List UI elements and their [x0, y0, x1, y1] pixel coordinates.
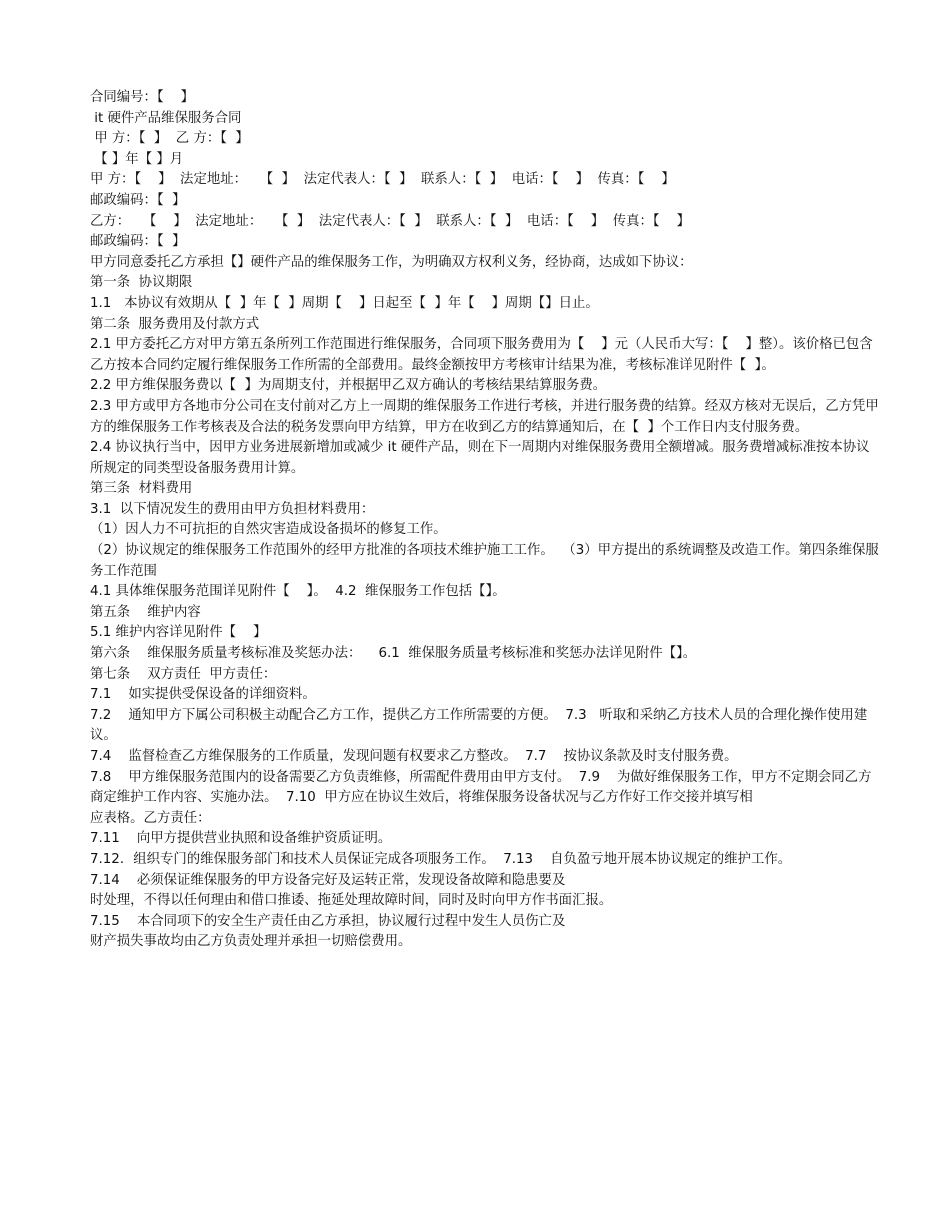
clauses-4-1-4-2: 4.1 具体维保服务范围详见附件【 】。 4.2 维保服务工作包括【】。 — [90, 584, 506, 600]
article-3-heading: 第三条 材料费用 — [90, 481, 193, 497]
clause-7-15-part-2: 财产损失事故均由乙方负责处理并承担一切赔偿费用。 — [90, 934, 412, 950]
clause-3-1: 3.1 以下情况发生的费用由甲方负担材料费用： — [90, 501, 375, 517]
article-1-heading: 第一条 协议期限 — [90, 275, 193, 291]
party-b-responsibilities-heading: 应表格。乙方责任： — [90, 810, 211, 826]
article-6: 第六条 维保服务质量考核标准及奖惩办法： 6.1 维保服务质量考核标准和奖惩办法详见附件【】。 — [90, 646, 697, 662]
clauses-7-12-7-13: 7.12．组织专门的维保服务部门和技术人员保证完成各项服务工作。 7.13 自负盈亏地开展本协议规定的维护工作。 — [90, 851, 792, 867]
party-b-postcode: 邮政编码：【 】 — [90, 234, 186, 250]
preamble: 甲方同意委托乙方承担【】硬件产品的维保服务工作，为明确双方权利义务，经协商，达成如下协议： — [90, 254, 693, 270]
party-a-details: 甲 方：【 】 法定地址： 【 】 法定代表人：【 】 联系人：【 】 电话：【 】 传真：【 】 — [90, 172, 675, 188]
document-title: it 硬件产品维保服务合同 — [90, 110, 242, 126]
article-5-heading: 第五条 维护内容 — [90, 604, 201, 620]
clause-5-1: 5.1 维护内容详见附件【 】 — [90, 625, 267, 641]
clause-1-1: 1.1 本协议有效期从【 】年【 】周期【 】日起至【 】年【 】周期【】日止。 — [90, 295, 599, 311]
clause-7-15-part-1: 7.15 本合同项下的安全生产责任由乙方承担，协议履行过程中发生人员伤亡及 — [90, 913, 566, 929]
clause-2-4: 2.4 协议执行当中，因甲方业务进展新增加或减少 it 硬件产品，则在下一周期内对维保服务费用全额增减。服务费增减标准按本协议所规定的同类型设备服务费用计算。 — [90, 440, 870, 476]
article-7-heading: 第七条 双方责任 甲方责任： — [90, 666, 277, 682]
parties-summary: 甲 方：【 】 乙 方：【 】 — [90, 131, 249, 147]
clause-2-2: 2.2 甲方维保服务费以【 】为周期支付，并根据甲乙双方确认的考核结果结算服务费。 — [90, 378, 607, 394]
clauses-7-8-7-10: 7.8 甲方维保服务范围内的设备需要乙方负责维修，所需配件费用由甲方支付。 7.9 为做好维保服务工作，甲方不定期会同乙方商定维护工作内容、实施办法。 7.10 甲方应在协议生效后，将维保服务设备状况与乙方作好工作交接并填写相 — [90, 769, 872, 806]
clause-3-1-item-1: （1）因人力不可抗拒的自然灾害造成设备损坏的修复工作。 — [90, 522, 447, 538]
clauses-7-2-7-3: 7.2 通知甲方下属公司积极主动配合乙方工作，提供乙方工作所需要的方便。 7.3 听取和采纳乙方技术人员的合理化操作使用建议。 — [90, 707, 868, 744]
article-2-heading: 第二条 服务费用及付款方式 — [90, 316, 260, 332]
contract-document — [90, 88, 880, 953]
clauses-7-4-7-7: 7.4 监督检查乙方维保服务的工作质量，发现问题有权要求乙方整改。 7.7 按协议条款及时支付服务费。 — [90, 749, 738, 764]
clause-2-1: 2.1 甲方委托乙方对甲方第五条所列工作范围进行维保服务，合同项下服务费用为【 】元（人民币大写：【 】整）。该价格已包含乙方按本合同约定履行维保服务工作所需的全部费用。最终金额按甲方考核审计结果为准，考核标准详见附件【 】。 — [90, 337, 873, 373]
clause-7-14-part-2: 时处理，不得以任何理由和借口推诿、拖延处理故障时间，同时及时向甲方作书面汇报。 — [90, 893, 613, 909]
clause-7-11: 7.11 向甲方提供营业执照和设备维护资质证明。 — [90, 831, 392, 847]
clause-7-1: 7.1 如实提供受保设备的详细资料。 — [90, 687, 316, 703]
clause-3-1-items-2-3: （2）协议规定的维保服务工作范围外的经甲方批准的各项技术维护施工工作。 （3）甲方提出的系统调整及改造工作。第四条维保服务工作范围 — [90, 543, 879, 579]
contract-number: 合同编号：【 】 — [90, 90, 195, 105]
contract-date: 【 】年【 】月 — [90, 151, 184, 167]
party-a-postcode: 邮政编码：【 】 — [90, 192, 186, 208]
party-b-details: 乙方： 【 】 法定地址： 【 】 法定代表人：【 】 联系人：【 】 电话：【 】 传真：【 】 — [90, 213, 690, 229]
clause-2-3: 2.3 甲方或甲方各地市分公司在支付前对乙方上一周期的维保服务工作进行考核，并进行服务费的结算。经双方核对无误后，乙方凭甲方的维保服务工作考核表及合法的税务发票向甲方结算，甲方在收到乙方的结算通知后，在【 】个工作日内支付服务费。 — [90, 398, 879, 435]
clause-7-14-part-1: 7.14 必须保证维保服务的甲方设备完好及运转正常，发现设备故障和隐患要及 — [90, 872, 566, 888]
